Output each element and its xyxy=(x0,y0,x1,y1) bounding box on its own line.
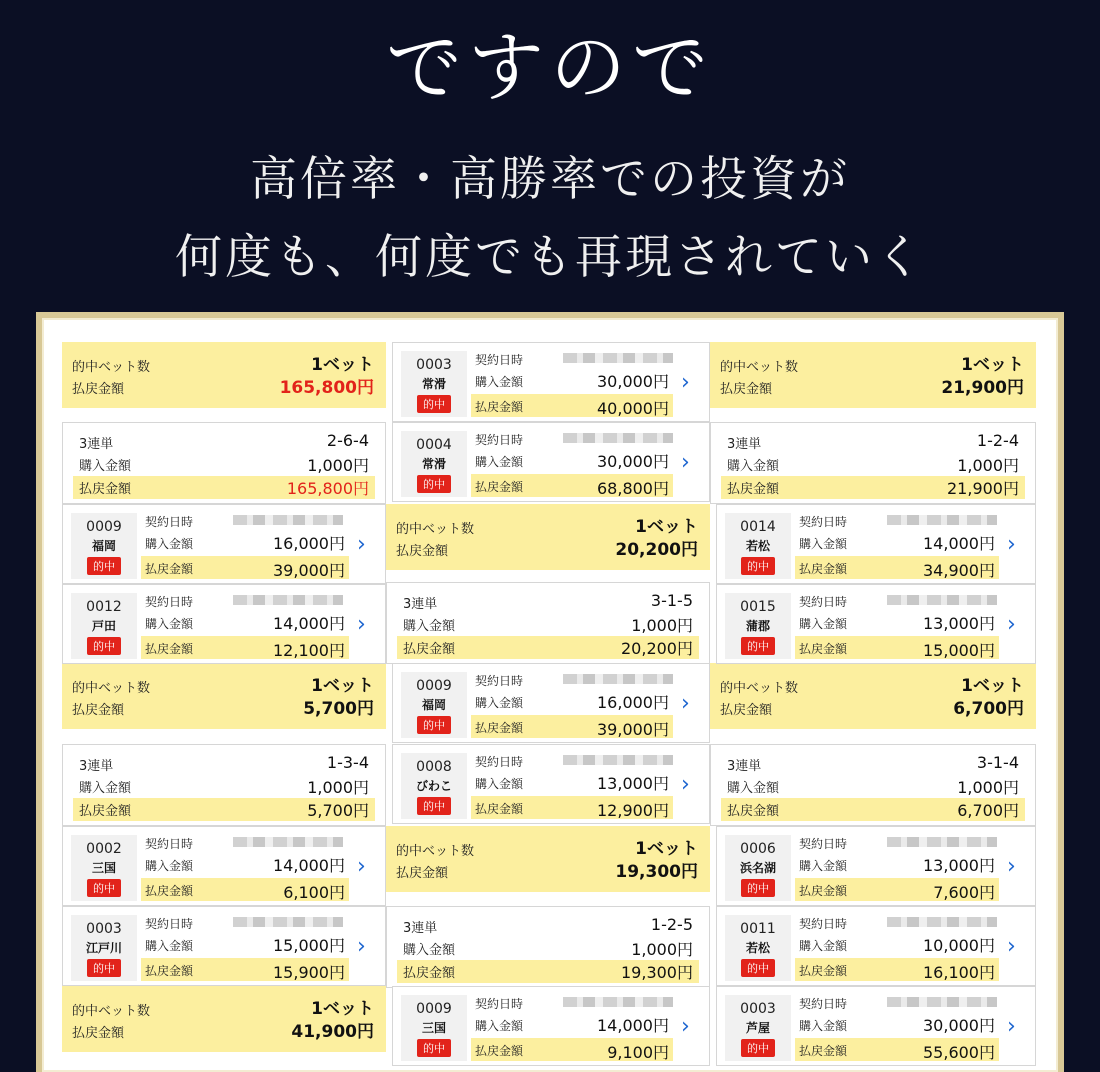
hit-badge: 的中 xyxy=(417,797,451,815)
hit-badge: 的中 xyxy=(741,959,775,977)
payout-label: 払戻金額 xyxy=(145,884,194,898)
payout-label: 払戻金額 xyxy=(475,480,524,494)
race-result-card[interactable] xyxy=(716,826,1036,906)
race-id-box xyxy=(71,593,137,659)
payout-amount: 68,800円 xyxy=(597,479,669,498)
hit-badge: 的中 xyxy=(417,395,451,413)
race-number: 0009 xyxy=(416,1001,452,1017)
payout-amount: 6,700円 xyxy=(957,801,1019,820)
purchase-amount: 16,000円 xyxy=(597,693,669,712)
blurred-date xyxy=(887,837,997,847)
payout-label: 払戻金額 xyxy=(727,482,780,497)
purchase-amount: 1,000円 xyxy=(631,616,693,635)
payout-label: 払戻金額 xyxy=(475,1044,524,1058)
hit-badge: 的中 xyxy=(87,879,121,897)
bet-detail-card xyxy=(386,906,710,988)
chevron-right-icon[interactable]: › xyxy=(1007,532,1016,557)
purchase-amount: 16,000円 xyxy=(273,534,345,553)
blurred-date xyxy=(233,917,343,927)
race-venue: 三国 xyxy=(91,861,116,875)
race-id-box xyxy=(725,513,791,579)
hit-badge: 的中 xyxy=(741,637,775,655)
race-number: 0009 xyxy=(86,519,122,535)
payout-label: 払戻金額 xyxy=(799,964,848,978)
hit-badge: 的中 xyxy=(741,557,775,575)
payout-value: 41,900円 xyxy=(291,1022,374,1042)
summary-card xyxy=(62,986,386,1052)
race-venue: 蒲郡 xyxy=(745,619,770,633)
contract-date-label: 契約日時 xyxy=(475,674,524,688)
race-id-box xyxy=(71,835,137,901)
contract-date-label: 契約日時 xyxy=(799,595,848,609)
bet-count-label: 的中ベット数 xyxy=(720,681,799,696)
payout-row xyxy=(471,796,673,819)
bet-detail-card xyxy=(386,582,710,664)
bet-detail-card xyxy=(62,422,386,504)
purchase-amount: 14,000円 xyxy=(273,614,345,633)
payout-amount: 34,900円 xyxy=(923,561,995,580)
purchase-label: 購入金額 xyxy=(475,1019,524,1033)
payout-row xyxy=(141,636,349,659)
race-id-box xyxy=(401,753,467,819)
purchase-label: 購入金額 xyxy=(475,375,524,389)
chevron-right-icon[interactable]: › xyxy=(1007,854,1016,879)
payout-value: 21,900円 xyxy=(941,378,1024,398)
combination: 1-2-5 xyxy=(650,915,693,934)
payout-label: 払戻金額 xyxy=(79,804,132,819)
purchase-label: 購入金額 xyxy=(145,859,194,873)
bet-type-label: 3連単 xyxy=(403,921,438,936)
blurred-date xyxy=(563,353,673,363)
purchase-amount: 10,000円 xyxy=(923,936,995,955)
payout-row xyxy=(795,958,999,981)
race-id-box xyxy=(401,351,467,417)
purchase-amount: 13,000円 xyxy=(923,856,995,875)
purchase-label: 購入金額 xyxy=(727,781,780,796)
race-result-card[interactable] xyxy=(62,504,386,584)
race-result-card[interactable] xyxy=(716,906,1036,986)
contract-date-label: 契約日時 xyxy=(475,755,524,769)
bet-type-label: 3連単 xyxy=(727,759,762,774)
payout-value: 165,800円 xyxy=(279,378,374,398)
contract-date-label: 契約日時 xyxy=(475,433,524,447)
purchase-label: 購入金額 xyxy=(475,696,524,710)
payout-amount: 6,100円 xyxy=(283,883,345,902)
purchase-label: 購入金額 xyxy=(799,939,848,953)
payout-row xyxy=(141,958,349,981)
race-number: 0003 xyxy=(416,357,452,373)
purchase-amount: 1,000円 xyxy=(631,940,693,959)
purchase-label: 購入金額 xyxy=(799,537,848,551)
bet-type-label: 3連単 xyxy=(79,759,114,774)
purchase-amount: 30,000円 xyxy=(597,452,669,471)
payout-label: 払戻金額 xyxy=(799,642,848,656)
race-venue: 戸田 xyxy=(91,619,116,633)
race-id-box xyxy=(401,995,467,1061)
race-venue: 芦屋 xyxy=(745,1021,770,1035)
chevron-right-icon[interactable]: › xyxy=(681,450,690,475)
payout-value: 6,700円 xyxy=(953,699,1024,719)
payout-label: 払戻金額 xyxy=(799,562,848,576)
payout-value: 20,200円 xyxy=(615,540,698,560)
contract-date-label: 契約日時 xyxy=(799,917,848,931)
payout-label: 払戻金額 xyxy=(799,884,848,898)
payout-label: 払戻金額 xyxy=(720,382,773,397)
payout-row xyxy=(471,394,673,417)
chevron-right-icon[interactable]: › xyxy=(1007,1014,1016,1039)
contract-date-label: 契約日時 xyxy=(145,595,194,609)
purchase-amount: 1,000円 xyxy=(307,778,369,797)
race-venue: 福岡 xyxy=(91,539,116,553)
payout-label: 払戻金額 xyxy=(396,544,449,559)
race-venue: 若松 xyxy=(745,941,770,955)
purchase-amount: 30,000円 xyxy=(597,372,669,391)
race-result-card[interactable] xyxy=(392,663,710,743)
bet-count-value: 1ベット xyxy=(311,999,374,1019)
payout-amount: 9,100円 xyxy=(607,1043,669,1062)
combination: 1-3-4 xyxy=(326,753,369,772)
chevron-right-icon[interactable]: › xyxy=(681,1014,690,1039)
chevron-right-icon[interactable]: › xyxy=(681,370,690,395)
race-id-box xyxy=(725,995,791,1061)
purchase-label: 購入金額 xyxy=(145,939,194,953)
purchase-amount: 14,000円 xyxy=(923,534,995,553)
contract-date-label: 契約日時 xyxy=(475,997,524,1011)
chevron-right-icon[interactable]: › xyxy=(681,772,690,797)
payout-label: 払戻金額 xyxy=(727,804,780,819)
purchase-amount: 30,000円 xyxy=(923,1016,995,1035)
race-result-card[interactable] xyxy=(716,504,1036,584)
race-venue: 浜名湖 xyxy=(739,861,776,875)
payout-label: 払戻金額 xyxy=(72,703,125,718)
purchase-label: 購入金額 xyxy=(799,859,848,873)
chevron-right-icon[interactable]: › xyxy=(357,532,366,557)
combination: 1-2-4 xyxy=(976,431,1019,450)
bet-count-label: 的中ベット数 xyxy=(396,844,475,859)
payout-amount: 39,000円 xyxy=(273,561,345,580)
payout-amount: 39,000円 xyxy=(597,720,669,739)
chevron-right-icon[interactable]: › xyxy=(681,691,690,716)
hit-badge: 的中 xyxy=(417,475,451,493)
blurred-date xyxy=(563,755,673,765)
race-id-box xyxy=(71,513,137,579)
purchase-label: 購入金額 xyxy=(727,459,780,474)
hero-subtitle-line2: 何度も、何度でも再現されていく xyxy=(175,230,925,285)
race-venue: 常滑 xyxy=(421,377,446,391)
race-result-card[interactable] xyxy=(62,826,386,906)
purchase-amount: 13,000円 xyxy=(597,774,669,793)
payout-row xyxy=(471,715,673,738)
contract-date-label: 契約日時 xyxy=(145,917,194,931)
payout-label: 払戻金額 xyxy=(145,964,194,978)
payout-amount: 165,800円 xyxy=(286,479,369,498)
race-result-card[interactable] xyxy=(62,584,386,664)
payout-label: 払戻金額 xyxy=(720,703,773,718)
blurred-date xyxy=(233,515,343,525)
blurred-date xyxy=(563,674,673,684)
results-panel xyxy=(36,312,1064,1072)
payout-amount: 19,300円 xyxy=(621,963,693,982)
race-number: 0004 xyxy=(416,437,452,453)
purchase-label: 購入金額 xyxy=(79,781,132,796)
payout-amount: 55,600円 xyxy=(923,1043,995,1062)
payout-label: 払戻金額 xyxy=(72,1026,125,1041)
race-number: 0003 xyxy=(740,1001,776,1017)
race-id-box xyxy=(401,672,467,738)
blurred-date xyxy=(887,997,997,1007)
summary-card xyxy=(710,663,1036,729)
contract-date-label: 契約日時 xyxy=(145,837,194,851)
payout-row xyxy=(141,556,349,579)
payout-label: 払戻金額 xyxy=(396,866,449,881)
purchase-amount: 15,000円 xyxy=(273,936,345,955)
contract-date-label: 契約日時 xyxy=(799,997,848,1011)
contract-date-label: 契約日時 xyxy=(799,837,848,851)
hero-subtitle-line1: 高倍率・高勝率での投資が xyxy=(250,152,850,207)
purchase-amount: 1,000円 xyxy=(957,778,1019,797)
bet-count-label: 的中ベット数 xyxy=(396,522,475,537)
payout-amount: 16,100円 xyxy=(923,963,995,982)
race-number: 0014 xyxy=(740,519,776,535)
payout-label: 払戻金額 xyxy=(145,562,194,576)
purchase-amount: 14,000円 xyxy=(273,856,345,875)
bet-type-label: 3連単 xyxy=(79,437,114,452)
race-venue: 江戸川 xyxy=(85,941,122,955)
summary-card xyxy=(62,342,386,408)
combination: 3-1-4 xyxy=(976,753,1019,772)
race-result-card[interactable] xyxy=(62,906,386,986)
race-id-box xyxy=(725,835,791,901)
race-result-card[interactable] xyxy=(716,986,1036,1066)
payout-amount: 40,000円 xyxy=(597,399,669,418)
payout-amount: 7,600円 xyxy=(933,883,995,902)
bet-count-value: 1ベット xyxy=(311,676,374,696)
purchase-amount: 1,000円 xyxy=(957,456,1019,475)
payout-value: 5,700円 xyxy=(303,699,374,719)
bet-detail-card xyxy=(710,422,1036,504)
summary-card xyxy=(710,342,1036,408)
chevron-right-icon[interactable]: › xyxy=(1007,612,1016,637)
race-number: 0015 xyxy=(740,599,776,615)
payout-label: 払戻金額 xyxy=(79,482,132,497)
payout-row xyxy=(795,878,999,901)
payout-amount: 15,900円 xyxy=(273,963,345,982)
bet-detail-card xyxy=(62,744,386,826)
purchase-label: 購入金額 xyxy=(475,777,524,791)
race-venue: 三国 xyxy=(421,1021,446,1035)
bet-count-value: 1ベット xyxy=(961,355,1024,375)
blurred-date xyxy=(887,917,997,927)
race-id-box xyxy=(725,593,791,659)
purchase-amount: 14,000円 xyxy=(597,1016,669,1035)
hit-badge: 的中 xyxy=(87,959,121,977)
hero-title: ですので xyxy=(386,23,714,112)
race-number: 0003 xyxy=(86,921,122,937)
bet-count-label: 的中ベット数 xyxy=(720,360,799,375)
blurred-date xyxy=(233,595,343,605)
bet-count-label: 的中ベット数 xyxy=(72,681,151,696)
race-number: 0008 xyxy=(416,759,452,775)
purchase-label: 購入金額 xyxy=(145,537,194,551)
bet-count-label: 的中ベット数 xyxy=(72,1004,151,1019)
bet-count-label: 的中ベット数 xyxy=(72,360,151,375)
hit-badge: 的中 xyxy=(87,557,121,575)
bet-count-value: 1ベット xyxy=(635,839,698,859)
blurred-date xyxy=(563,997,673,1007)
purchase-label: 購入金額 xyxy=(403,619,456,634)
race-id-box xyxy=(71,915,137,981)
purchase-label: 購入金額 xyxy=(799,617,848,631)
purchase-label: 購入金額 xyxy=(403,943,456,958)
chevron-right-icon[interactable]: › xyxy=(357,854,366,879)
payout-label: 払戻金額 xyxy=(403,642,456,657)
blurred-date xyxy=(563,433,673,443)
race-result-card[interactable] xyxy=(392,986,710,1066)
hit-badge: 的中 xyxy=(417,716,451,734)
race-number: 0009 xyxy=(416,678,452,694)
payout-row xyxy=(141,878,349,901)
race-number: 0002 xyxy=(86,841,122,857)
race-venue: びわこ xyxy=(415,779,452,793)
payout-amount: 12,100円 xyxy=(273,641,345,660)
race-venue: 福岡 xyxy=(421,698,446,712)
payout-amount: 12,900円 xyxy=(597,801,669,820)
blurred-date xyxy=(887,515,997,525)
race-result-card[interactable] xyxy=(392,744,710,824)
payout-value: 19,300円 xyxy=(615,862,698,882)
payout-amount: 15,000円 xyxy=(923,641,995,660)
payout-label: 払戻金額 xyxy=(799,1044,848,1058)
hit-badge: 的中 xyxy=(741,1039,775,1057)
contract-date-label: 契約日時 xyxy=(475,353,524,367)
summary-card xyxy=(386,826,710,892)
payout-label: 払戻金額 xyxy=(145,642,194,656)
payout-row xyxy=(471,1038,673,1061)
payout-row xyxy=(795,636,999,659)
summary-card xyxy=(386,504,710,570)
race-id-box xyxy=(401,431,467,497)
race-number: 0012 xyxy=(86,599,122,615)
payout-row xyxy=(795,556,999,579)
chevron-right-icon[interactable]: › xyxy=(357,612,366,637)
payout-label: 払戻金額 xyxy=(475,400,524,414)
payout-label: 払戻金額 xyxy=(403,966,456,981)
hit-badge: 的中 xyxy=(741,879,775,897)
combination: 3-1-5 xyxy=(650,591,693,610)
race-result-card[interactable] xyxy=(392,342,710,422)
bet-detail-card xyxy=(710,744,1036,826)
race-result-card[interactable] xyxy=(392,422,710,502)
blurred-date xyxy=(887,595,997,605)
contract-date-label: 契約日時 xyxy=(799,515,848,529)
payout-label: 払戻金額 xyxy=(475,802,524,816)
race-venue: 若松 xyxy=(745,539,770,553)
chevron-right-icon[interactable]: › xyxy=(357,934,366,959)
race-venue: 常滑 xyxy=(421,457,446,471)
payout-amount: 20,200円 xyxy=(621,639,693,658)
hit-badge: 的中 xyxy=(417,1039,451,1057)
chevron-right-icon[interactable]: › xyxy=(1007,934,1016,959)
summary-card xyxy=(62,663,386,729)
payout-label: 払戻金額 xyxy=(72,382,125,397)
payout-amount: 5,700円 xyxy=(307,801,369,820)
hit-badge: 的中 xyxy=(87,637,121,655)
bet-type-label: 3連単 xyxy=(727,437,762,452)
race-id-box xyxy=(725,915,791,981)
purchase-label: 購入金額 xyxy=(145,617,194,631)
race-number: 0006 xyxy=(740,841,776,857)
purchase-label: 購入金額 xyxy=(79,459,132,474)
purchase-label: 購入金額 xyxy=(799,1019,848,1033)
bet-count-value: 1ベット xyxy=(311,355,374,375)
race-result-card[interactable] xyxy=(716,584,1036,664)
payout-row xyxy=(795,1038,999,1061)
payout-amount: 21,900円 xyxy=(947,479,1019,498)
payout-row xyxy=(471,474,673,497)
blurred-date xyxy=(233,837,343,847)
purchase-amount: 1,000円 xyxy=(307,456,369,475)
purchase-amount: 13,000円 xyxy=(923,614,995,633)
contract-date-label: 契約日時 xyxy=(145,515,194,529)
purchase-label: 購入金額 xyxy=(475,455,524,469)
bet-count-value: 1ベット xyxy=(961,676,1024,696)
combination: 2-6-4 xyxy=(326,431,369,450)
race-number: 0011 xyxy=(740,921,776,937)
payout-label: 払戻金額 xyxy=(475,721,524,735)
bet-type-label: 3連単 xyxy=(403,597,438,612)
bet-count-value: 1ベット xyxy=(635,517,698,537)
